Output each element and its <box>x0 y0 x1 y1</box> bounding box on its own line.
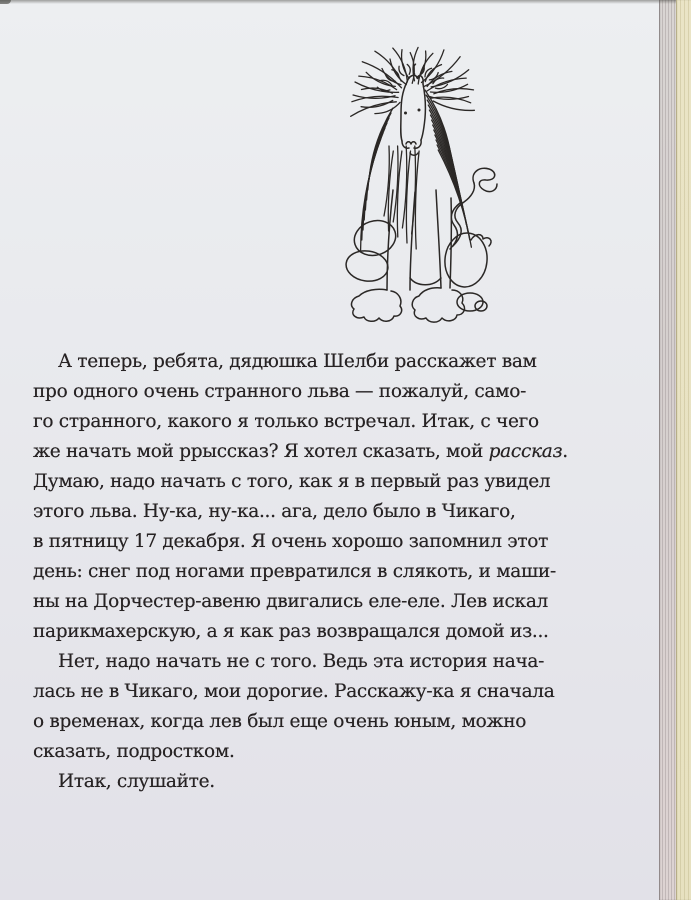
text-line: этого льва. Ну-ка, ну-ка... ага, дело было в Чикаго, <box>33 501 516 522</box>
text-line: в пятницу 17 декабря. Я очень хорошо запомнил этот <box>33 531 549 552</box>
text-line: Итак, слушайте. <box>58 771 215 792</box>
eye-right <box>418 109 421 112</box>
text-line: же начать мой ррыссказ? Я хотел сказать, мой рассказ. <box>33 441 568 462</box>
book-cover-edge <box>676 0 691 900</box>
story-text <box>33 347 593 797</box>
text-line: о временах, когда лев был еще очень юным, можно <box>33 711 527 732</box>
front-paw-right <box>412 288 464 322</box>
text-line: Нет, надо начать не с того. Ведь эта история нача- <box>58 651 545 672</box>
text-line: ны на Дорчестер-авеню двигались еле-еле. Лев искал <box>33 591 549 612</box>
eye-left <box>404 112 407 115</box>
text-line: парикмахерскую, а я как раз возвращался домой из... <box>33 621 549 642</box>
lion-illustration <box>337 40 512 325</box>
text-line: лась не в Чикаго, мои дорогие. Расскажу-ка я сначала <box>33 681 555 702</box>
text-line: день: снег под ногами превратился в слякоть, и маши- <box>33 561 556 582</box>
head-top <box>407 75 423 84</box>
text-line: А теперь, ребята, дядюшка Шелби расскажет вам <box>58 351 537 372</box>
text-line: го странного, какого я только встречал. Итак, с чего <box>33 411 539 432</box>
chin <box>410 153 418 155</box>
lion-body <box>344 190 491 322</box>
front-paw-left <box>352 289 402 321</box>
page-edges <box>659 0 676 900</box>
tail-tuft <box>473 168 497 191</box>
text-line: сказать, подростком. <box>33 741 235 762</box>
text-line: Думаю, надо начать с того, как я в первый раз увидел <box>33 471 551 492</box>
muzzle <box>402 140 421 148</box>
lion-face <box>401 75 426 155</box>
belly-line <box>410 278 441 285</box>
text-line: про одного очень странного льва — пожалуй, само- <box>33 381 527 402</box>
